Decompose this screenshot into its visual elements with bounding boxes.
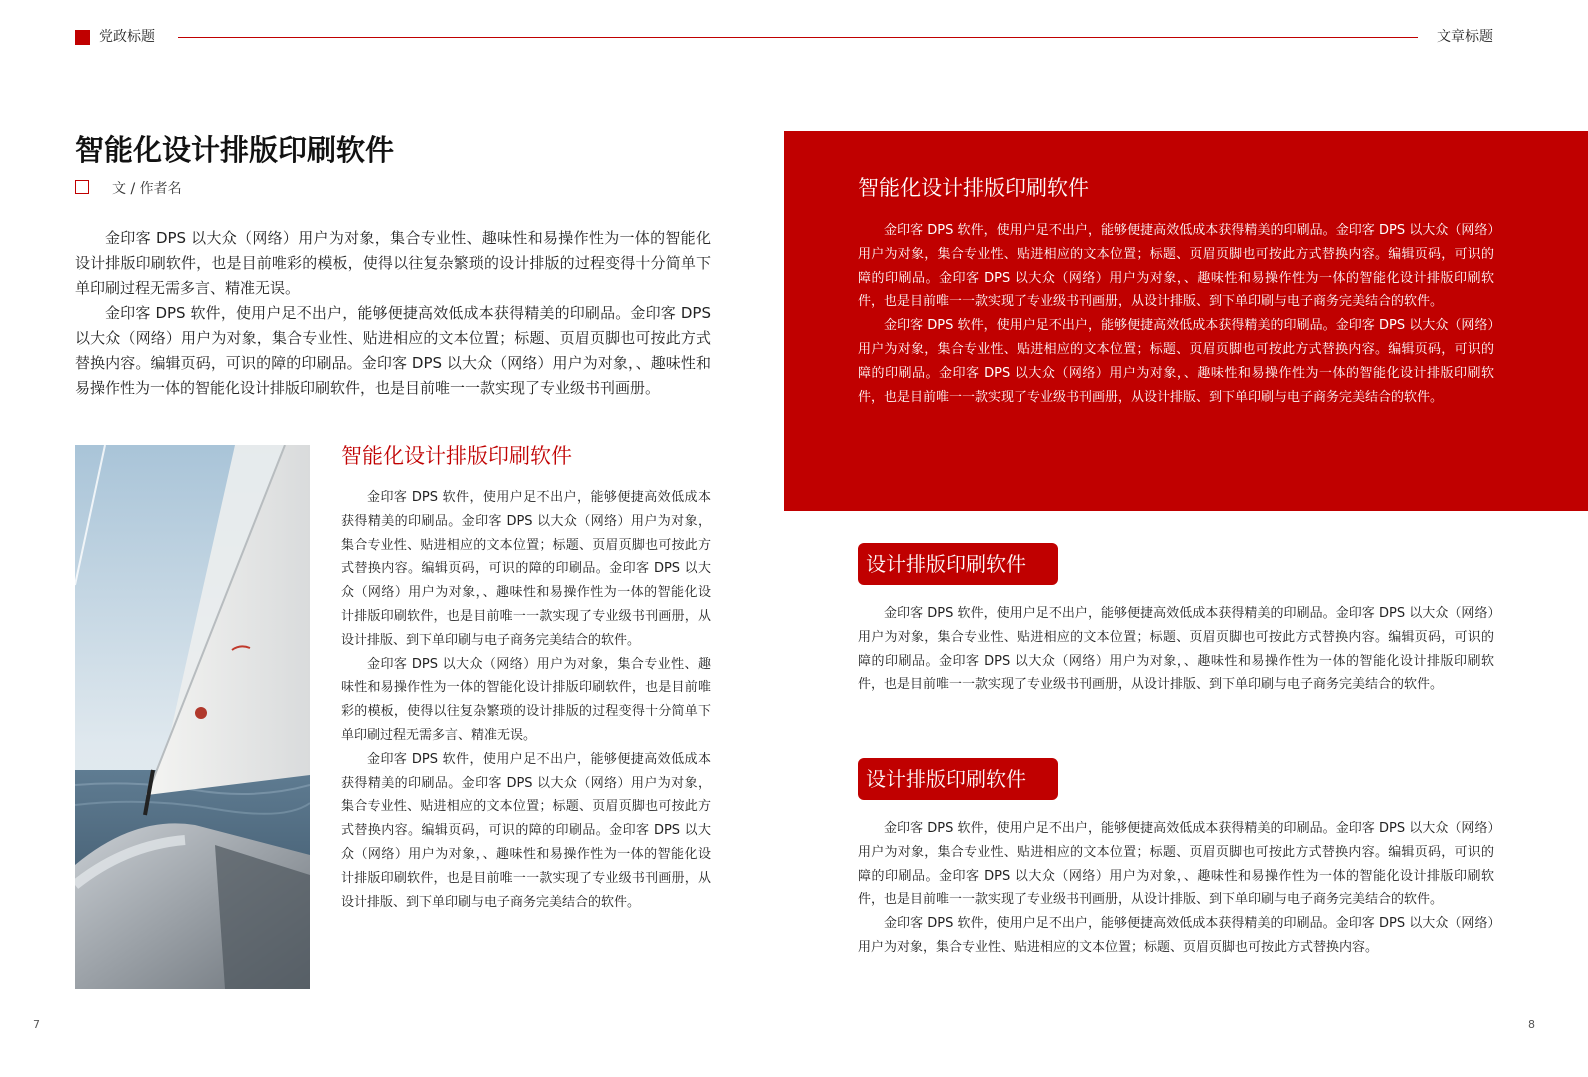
section-paragraph: 金印客 DPS 软件，使用户足不出户，能够便捷高效低成本获得精美的印刷品。金印客 DPS 以大众（网络）用户为对象，集合专业性、贴进相应的文本位置；标题、页眉页脚也可按此方式替换内容。编辑页码，可识的障的印刷品。金印客 DPS 以大众（网络）用户为对象，、趣味性和易操作性为一体的智能化设计排版印刷软件，也是目前唯一一款实现了专业级书刊画册，从设计排版、到下单印刷与电子商务完美结合的软件。: [858, 606, 1494, 693]
author-square-icon: [75, 180, 89, 194]
header-left-label: 党政标题: [99, 29, 155, 45]
sub-section-title: 智能化设计排版印刷软件: [341, 444, 572, 468]
page-title: 智能化设计排版印刷软件: [75, 133, 395, 167]
intro-text: [75, 226, 711, 401]
sub-paragraph: 金印客 DPS 以大众（网络）用户为对象，集合专业性、趣味性和易操作性为一体的智能化设计排版印刷软件，也是目前唯彩的模板，使得以往复杂繁琐的设计排版的过程变得十分简单下单印刷过程无需多言、精准无误。: [341, 656, 711, 743]
section-paragraph: 金印客 DPS 软件，使用户足不出户，能够便捷高效低成本获得精美的印刷品。金印客 DPS 以大众（网络）用户为对象，集合专业性、贴进相应的文本位置；标题、页眉页脚也可按此方式替换内容。: [858, 916, 1494, 955]
page-number-left: 7: [33, 1018, 40, 1031]
red-paragraph: 金印客 DPS 软件，使用户足不出户，能够便捷高效低成本获得精美的印刷品。金印客 DPS 以大众（网络）用户为对象，集合专业性、贴进相应的文本位置；标题、页眉页脚也可按此方式替换内容。编辑页码，可识的障的印刷品。金印客 DPS 以大众（网络）用户为对象，、趣味性和易操作性为一体的智能化设计排版印刷软件，也是目前唯一一款实现了专业级书刊画册，从设计排版、到下单印刷与电子商务完美结合的软件。: [858, 318, 1494, 405]
red-block-title: 智能化设计排版印刷软件: [858, 176, 1089, 200]
sub-paragraph: 金印客 DPS 软件，使用户足不出户，能够便捷高效低成本获得精美的印刷品。金印客 DPS 以大众（网络）用户为对象，集合专业性、贴进相应的文本位置；标题、页眉页脚也可按此方式替换内容。编辑页码，可识的障的印刷品。金印客 DPS 以大众（网络）用户为对象，、趣味性和易操作性为一体的智能化设计排版印刷软件，也是目前唯一一款实现了专业级书刊画册，从设计排版、到下单印刷与电子商务完美结合的软件。: [341, 490, 711, 648]
intro-paragraph: 金印客 DPS 以大众（网络）用户为对象，集合专业性、趣味性和易操作性为一体的智能化设计排版印刷软件，也是目前唯彩的模板，使得以往复杂繁琐的设计排版的过程变得十分简单下单印刷过程无需多言、精准无误。: [75, 229, 711, 297]
section-heading-2: 设计排版印刷软件: [858, 758, 1058, 800]
sub-paragraph: 金印客 DPS 软件，使用户足不出户，能够便捷高效低成本获得精美的印刷品。金印客 DPS 以大众（网络）用户为对象，集合专业性、贴进相应的文本位置；标题、页眉页脚也可按此方式替换内容。编辑页码，可识的障的印刷品。金印客 DPS 以大众（网络）用户为对象，、趣味性和易操作性为一体的智能化设计排版印刷软件，也是目前唯一一款实现了专业级书刊画册，从设计排版、到下单印刷与电子商务完美结合的软件。: [341, 751, 711, 910]
author-line: 文 / 作者名: [112, 181, 182, 197]
page-number-right: 8: [1528, 1018, 1535, 1031]
header-square-icon: [75, 30, 90, 45]
sailboat-image: [75, 445, 310, 989]
section-heading-1: 设计排版印刷软件: [858, 543, 1058, 585]
section-2-text: [858, 817, 1494, 960]
red-paragraph: 金印客 DPS 软件，使用户足不出户，能够便捷高效低成本获得精美的印刷品。金印客 DPS 以大众（网络）用户为对象，集合专业性、贴进相应的文本位置；标题、页眉页脚也可按此方式替换内容。编辑页码，可识的障的印刷品。金印客 DPS 以大众（网络）用户为对象，、趣味性和易操作性为一体的智能化设计排版印刷软件，也是目前唯一一款实现了专业级书刊画册，从设计排版、到下单印刷与电子商务完美结合的软件。: [858, 223, 1494, 310]
intro-paragraph: 金印客 DPS 软件，使用户足不出户，能够便捷高效低成本获得精美的印刷品。金印客 DPS 以大众（网络）用户为对象，集合专业性、贴进相应的文本位置；标题、页眉页脚也可按此方式替换内容。编辑页码，可识的障的印刷品。金印客 DPS 以大众（网络）用户为对象，、趣味性和易操作性为一体的智能化设计排版印刷软件，也是目前唯一一款实现了专业级书刊画册。: [75, 304, 711, 397]
sub-section-text: [341, 486, 711, 914]
header-divider: [178, 37, 1418, 38]
sailboat-photo: [75, 445, 310, 989]
section-paragraph: 金印客 DPS 软件，使用户足不出户，能够便捷高效低成本获得精美的印刷品。金印客 DPS 以大众（网络）用户为对象，集合专业性、贴进相应的文本位置；标题、页眉页脚也可按此方式替换内容。编辑页码，可识的障的印刷品。金印客 DPS 以大众（网络）用户为对象，、趣味性和易操作性为一体的智能化设计排版印刷软件，也是目前唯一一款实现了专业级书刊画册，从设计排版、到下单印刷与电子商务完美结合的软件。: [858, 821, 1494, 908]
red-block-text: [858, 219, 1494, 409]
section-1-text: [858, 602, 1494, 697]
header-right-label: 文章标题: [1437, 29, 1493, 45]
